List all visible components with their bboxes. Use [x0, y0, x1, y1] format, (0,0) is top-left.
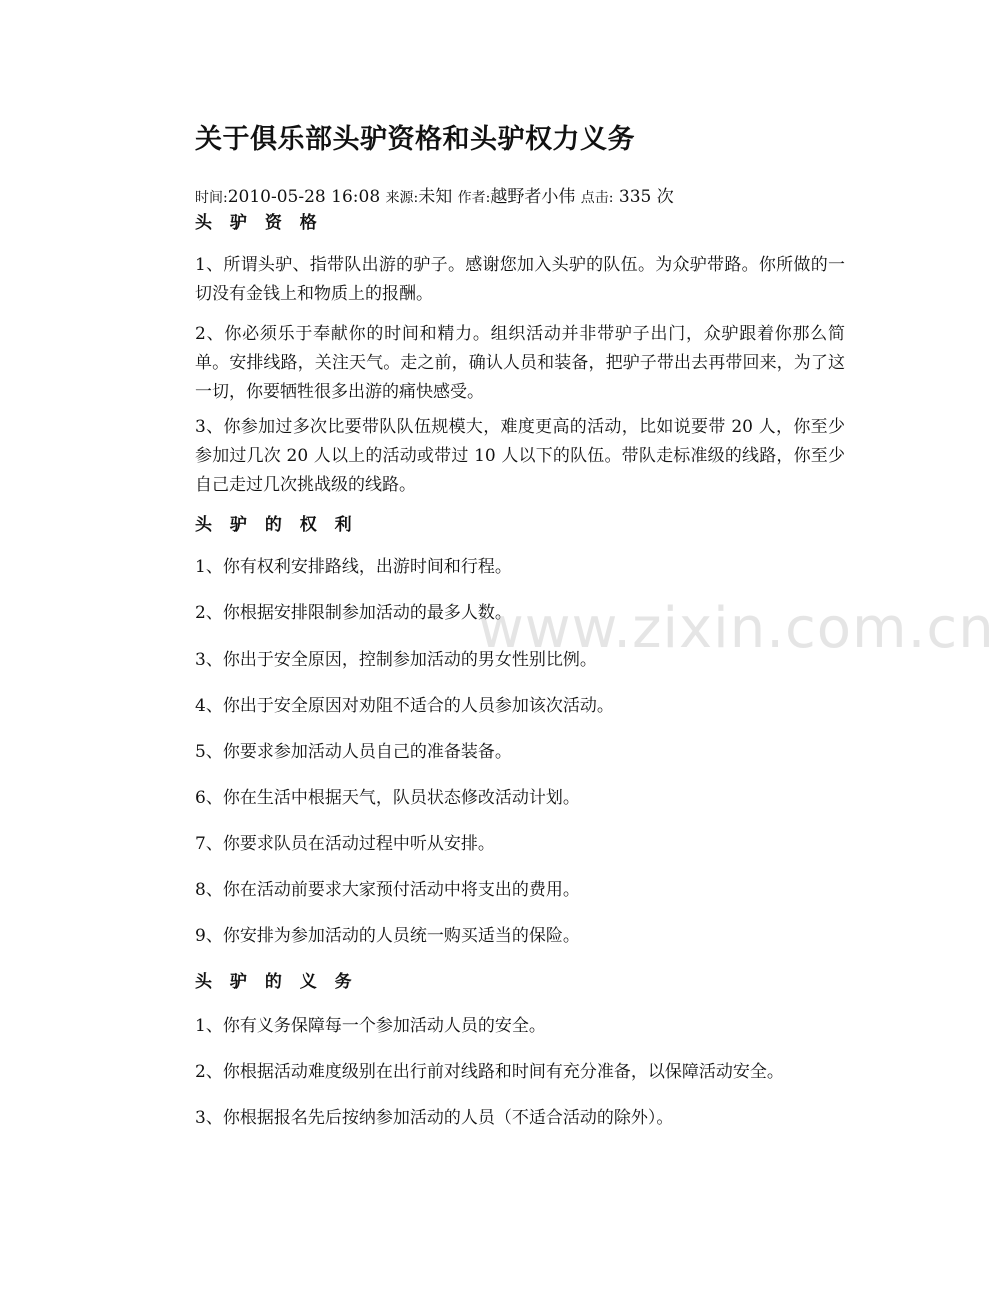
- time-label: 时间:: [195, 190, 228, 206]
- section-heading-qualification: 头 驴 资 格: [195, 213, 323, 233]
- author-label: 作者:: [457, 190, 491, 206]
- section-heading-rights: 头 驴 的 权 利: [195, 515, 358, 535]
- author-value: 越野者小伟: [490, 187, 576, 207]
- list-item: 1、你有权利安排路线，出游时间和行程。: [195, 557, 512, 577]
- list-item: 2、你必须乐于奉献你的时间和精力。组织活动并非带驴子出门，众驴跟着你那么简单。安排线路，关注天气。走之前，确认人员和装备，把驴子带出去再带回来，为了这一切，你要牺牲很多出游的痛快感受。: [195, 324, 845, 402]
- list-item: 6、你在生活中根据天气，队员状态修改活动计划。: [195, 788, 580, 808]
- list-item: 4、你出于安全原因对劝阻不适合的人员参加该次活动。: [195, 696, 614, 716]
- time-value: 2010-05-28 16:08: [227, 187, 381, 207]
- list-item: 2、你根据活动难度级别在出行前对线路和时间有充分准备，以保障活动安全。: [195, 1062, 784, 1082]
- watermark: www.zixin.com.cn: [478, 596, 995, 661]
- list-item: 8、你在活动前要求大家预付活动中将支出的费用。: [195, 880, 580, 900]
- clicks-label: 点击:: [580, 190, 614, 206]
- source-label: 来源:: [385, 190, 419, 206]
- list-item: 9、你安排为参加活动的人员统一购买适当的保险。: [195, 926, 580, 946]
- article-title: 关于俱乐部头驴资格和头驴权力义务: [195, 124, 635, 155]
- list-item: 1、所谓头驴、指带队出游的驴子。感谢您加入头驴的队伍。为众驴带路。你所做的一切没有金钱上和物质上的报酬。: [195, 255, 845, 304]
- list-item: 5、你要求参加活动人员自己的准备装备。: [195, 742, 512, 762]
- list-item: 7、你要求队员在活动过程中听从安排。: [195, 834, 495, 854]
- clicks-value: 335 次: [613, 187, 674, 207]
- source-value: 未知: [418, 187, 453, 207]
- list-item: 3、你出于安全原因，控制参加活动的男女性别比例。: [195, 650, 597, 670]
- list-item: 3、你参加过多次比要带队队伍规模大，难度更高的活动，比如说要带 20 人，你至少参加过几次 20 人以上的活动或带过 10 人以下的队伍。带队走标准级的线路，你至少自己走过几次挑战级的线路。: [195, 417, 845, 495]
- list-item: 3、你根据报名先后按纳参加活动的人员（不适合活动的除外）。: [195, 1108, 674, 1128]
- section-heading-duties: 头 驴 的 义 务: [195, 972, 358, 992]
- list-item: 2、你根据安排限制参加活动的最多人数。: [195, 603, 512, 623]
- list-item: 1、你有义务保障每一个参加活动人员的安全。: [195, 1016, 546, 1036]
- article-meta: [195, 182, 674, 207]
